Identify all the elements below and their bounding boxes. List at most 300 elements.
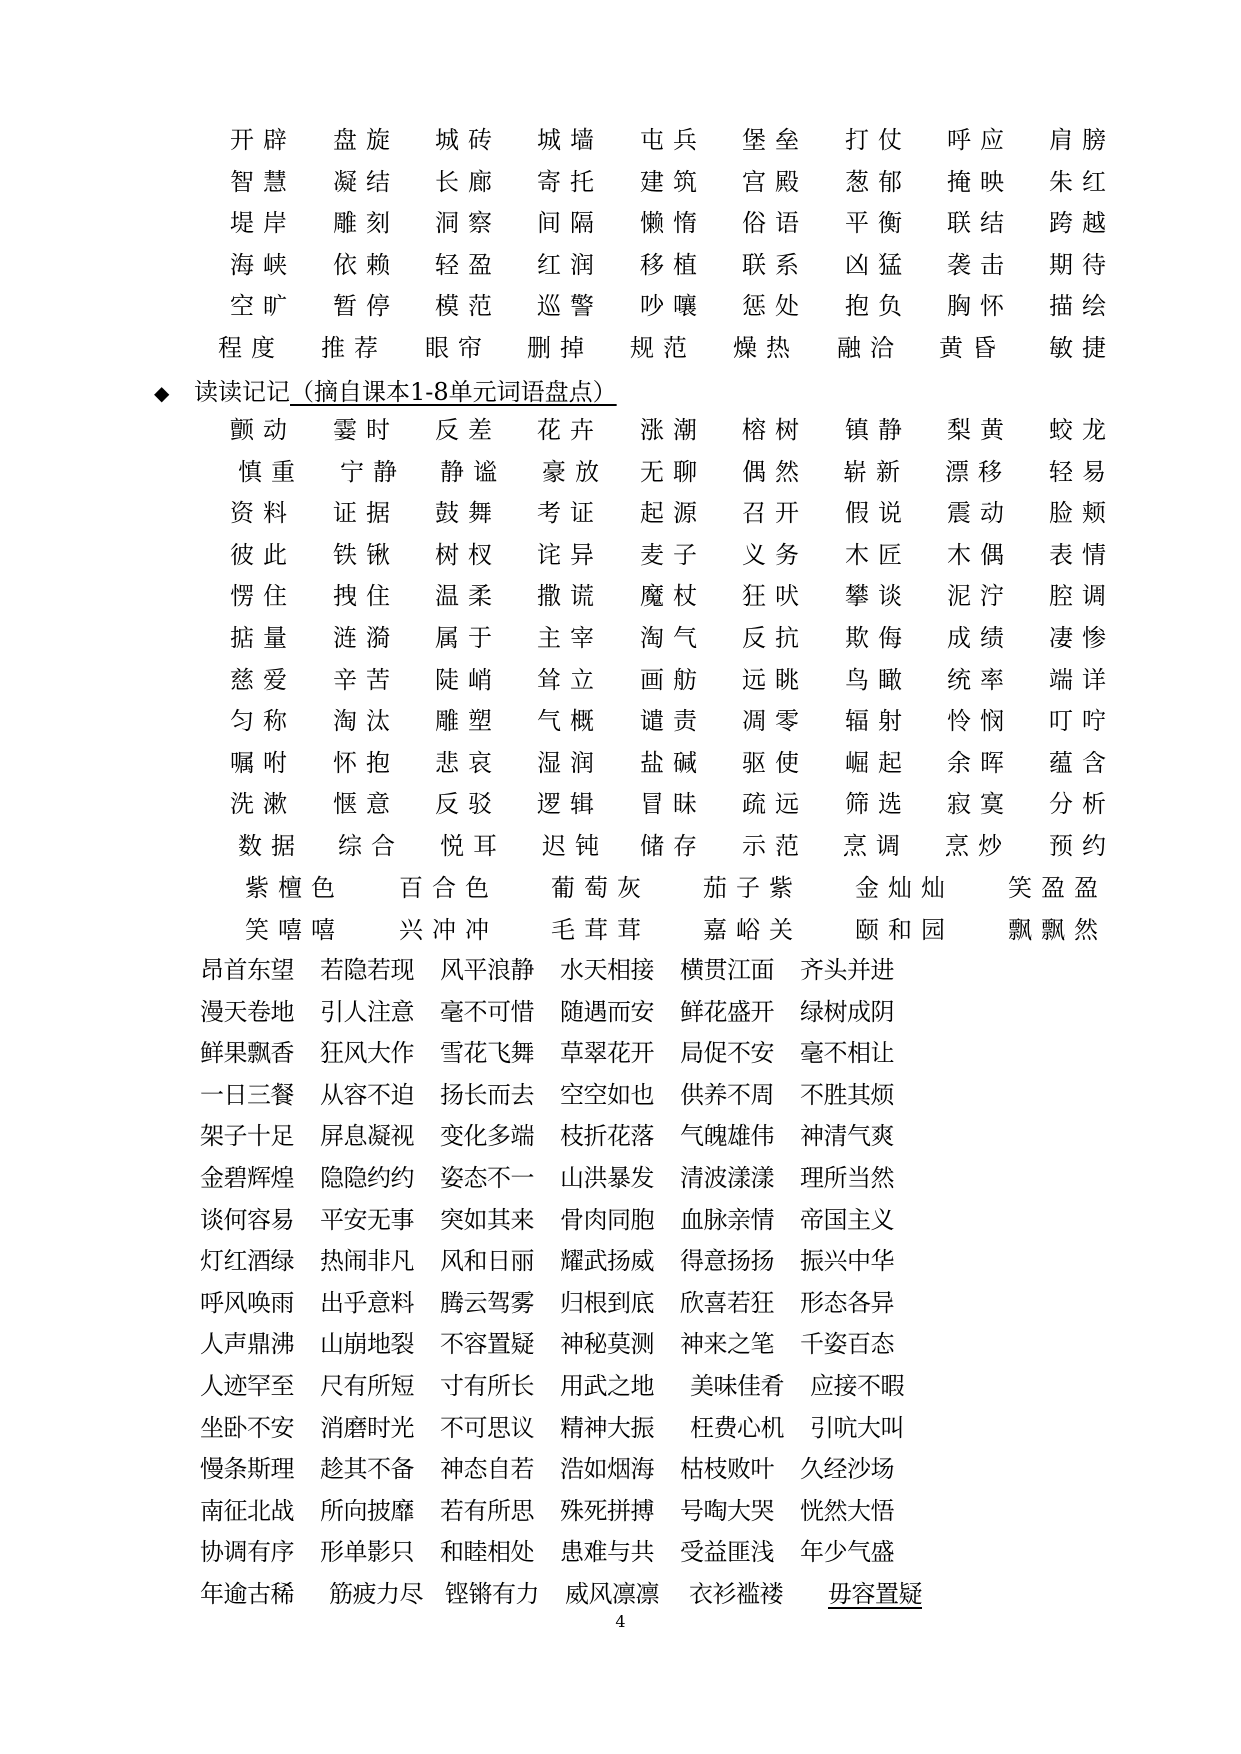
section-heading — [154, 375, 617, 409]
word: 示范 — [742, 831, 808, 860]
word: 主宰 — [537, 623, 603, 652]
idiom-row — [200, 1408, 1180, 1450]
word: 洗漱 — [230, 790, 296, 819]
idiom: 久经沙场 — [800, 1455, 894, 1484]
word: 慎重 — [238, 457, 304, 486]
word: 表情 — [1049, 540, 1115, 569]
word: 联系 — [742, 250, 808, 279]
word-row — [0, 245, 1241, 287]
top-word-grid — [0, 120, 1241, 370]
idiom: 清波漾漾 — [680, 1163, 774, 1192]
three-word-row — [0, 910, 1241, 952]
word: 谴责 — [640, 707, 706, 736]
word: 迟钝 — [542, 831, 608, 860]
word: 花卉 — [537, 416, 603, 444]
idiom-row — [200, 992, 1180, 1034]
word: 淘气 — [640, 623, 706, 652]
word-row — [0, 576, 1241, 618]
word: 茄子紫 — [703, 874, 802, 902]
idiom: 草翠花开 — [560, 1039, 654, 1068]
word: 腔调 — [1049, 582, 1115, 611]
word: 无聊 — [640, 457, 706, 486]
idiom: 神秘莫测 — [560, 1330, 654, 1359]
word: 筛选 — [845, 790, 911, 819]
idiom: 神来之笔 — [680, 1330, 774, 1359]
idiom: 狂风大作 — [320, 1039, 414, 1068]
word: 笑嘻嘻 — [245, 916, 344, 944]
word: 城砖 — [435, 126, 501, 154]
idiom: 南征北战 — [200, 1496, 294, 1525]
word: 红润 — [537, 250, 603, 279]
idiom: 恍然大悟 — [800, 1496, 894, 1525]
word: 欺侮 — [845, 623, 911, 652]
word: 气概 — [537, 707, 603, 736]
idiom-row — [200, 1283, 1180, 1325]
idiom: 供养不周 — [680, 1080, 774, 1109]
idiom: 血脉亲情 — [680, 1205, 774, 1234]
idiom: 枉费心机 — [690, 1413, 784, 1442]
idiom: 平安无事 — [320, 1205, 414, 1234]
idiom: 振兴中华 — [800, 1247, 894, 1276]
idiom: 不可思议 — [440, 1413, 534, 1442]
word: 蕴含 — [1049, 748, 1115, 777]
word: 飘飘然 — [1008, 916, 1107, 944]
idiom: 齐头并进 — [800, 956, 894, 984]
idiom: 腾云驾雾 — [440, 1288, 534, 1317]
idiom: 尺有所短 — [320, 1371, 414, 1400]
word: 海峡 — [230, 250, 296, 279]
word: 湿润 — [537, 748, 603, 777]
word: 建筑 — [640, 167, 706, 196]
word: 狂吠 — [742, 582, 808, 611]
word: 葱郁 — [845, 167, 911, 196]
word: 鼓舞 — [435, 499, 501, 528]
word: 巡警 — [537, 292, 603, 321]
idiom: 姿态不一 — [440, 1163, 534, 1192]
word: 规范 — [630, 333, 696, 362]
word: 懒惰 — [640, 209, 706, 238]
word-row — [0, 162, 1241, 204]
word: 崛起 — [845, 748, 911, 777]
word: 辛苦 — [333, 665, 399, 694]
idiom: 用武之地 — [560, 1371, 654, 1400]
word: 敏捷 — [1049, 333, 1115, 362]
word: 证据 — [333, 499, 399, 528]
word: 智慧 — [230, 167, 296, 196]
idiom: 风和日丽 — [440, 1247, 534, 1276]
idiom: 铿锵有力 — [445, 1579, 539, 1608]
word-row — [0, 826, 1241, 868]
word: 反抗 — [742, 623, 808, 652]
idiom: 所向披靡 — [320, 1496, 414, 1525]
idiom: 金碧辉煌 — [200, 1163, 294, 1192]
word: 燥热 — [733, 333, 799, 362]
word: 平衡 — [845, 209, 911, 238]
word-row — [0, 535, 1241, 577]
word: 漂移 — [945, 457, 1011, 486]
idiom: 屏息凝视 — [320, 1122, 414, 1151]
idiom: 灯红酒绿 — [200, 1247, 294, 1276]
idiom: 谈何容易 — [200, 1205, 294, 1234]
idiom: 寸有所长 — [440, 1371, 534, 1400]
diamond-bullet-icon: ◆ — [154, 381, 170, 405]
word: 胸怀 — [947, 292, 1013, 321]
word-row — [0, 493, 1241, 535]
word-row — [0, 203, 1241, 245]
idiom: 神态自若 — [440, 1455, 534, 1484]
idiom: 从容不迫 — [320, 1080, 414, 1109]
word: 诧异 — [537, 540, 603, 569]
idiom: 鲜花盛开 — [680, 997, 774, 1026]
idiom: 精神大振 — [560, 1413, 654, 1442]
idiom: 横贯江面 — [680, 956, 774, 984]
word: 悲哀 — [435, 748, 501, 777]
idiom: 绿树成阴 — [800, 997, 894, 1026]
word-row — [0, 784, 1241, 826]
word: 蛟龙 — [1049, 416, 1115, 444]
word: 树杈 — [435, 540, 501, 569]
word: 镇静 — [845, 416, 911, 444]
word: 综合 — [338, 831, 404, 860]
idiom-row — [200, 1366, 1180, 1408]
word: 召开 — [742, 499, 808, 528]
word: 描绘 — [1049, 292, 1115, 321]
idiom: 应接不暇 — [810, 1371, 904, 1400]
idiom: 协调有序 — [200, 1538, 294, 1567]
idiom-row — [200, 1574, 1180, 1616]
idiom: 热闹非凡 — [320, 1247, 414, 1276]
word: 木偶 — [947, 540, 1013, 569]
word-row — [0, 286, 1241, 328]
word: 嘱咐 — [230, 748, 296, 777]
word: 数据 — [238, 831, 304, 860]
idiom: 呼风唤雨 — [200, 1288, 294, 1317]
word: 寄托 — [537, 167, 603, 196]
word: 长廊 — [435, 167, 501, 196]
word: 金灿灿 — [855, 874, 954, 902]
word: 笑盈盈 — [1008, 874, 1107, 902]
word: 联结 — [947, 209, 1013, 238]
idiom: 号啕大哭 — [680, 1496, 774, 1525]
word: 脸颊 — [1049, 499, 1115, 528]
word: 攀谈 — [845, 582, 911, 611]
idiom: 坐卧不安 — [200, 1413, 294, 1442]
idiom: 突如其来 — [440, 1205, 534, 1234]
word: 程度 — [218, 333, 284, 362]
idiom-row — [200, 1033, 1180, 1075]
idiom: 雪花飞舞 — [440, 1039, 534, 1068]
word: 怜悯 — [947, 707, 1013, 736]
word: 宫殿 — [742, 167, 808, 196]
word: 逻辑 — [537, 790, 603, 819]
word: 颤动 — [230, 416, 296, 444]
word-row — [0, 701, 1241, 743]
word: 开辟 — [230, 126, 296, 154]
word: 眼帘 — [425, 333, 491, 362]
word: 朱红 — [1049, 167, 1115, 196]
idiom: 和睦相处 — [440, 1538, 534, 1567]
word: 铁锹 — [333, 540, 399, 569]
idiom-row — [200, 1075, 1180, 1117]
word: 惬意 — [333, 790, 399, 819]
idiom-row — [200, 1200, 1180, 1242]
idiom: 引吭大叫 — [810, 1413, 904, 1442]
word: 储存 — [640, 831, 706, 860]
word: 冒昧 — [640, 790, 706, 819]
word-row — [0, 120, 1241, 162]
word: 凝结 — [333, 167, 399, 196]
word: 抱负 — [845, 292, 911, 321]
word: 温柔 — [435, 582, 501, 611]
word: 陡峭 — [435, 665, 501, 694]
idiom: 空空如也 — [560, 1080, 654, 1109]
word: 洞察 — [435, 209, 501, 238]
word: 鸟瞰 — [845, 665, 911, 694]
word: 堤岸 — [230, 209, 296, 238]
word-row — [0, 743, 1241, 785]
word: 黄昏 — [939, 333, 1005, 362]
idiom-row — [200, 1532, 1180, 1574]
word: 泥泞 — [947, 582, 1013, 611]
idiom: 趁其不备 — [320, 1455, 414, 1484]
word: 融洽 — [837, 333, 903, 362]
idiom-row — [200, 1158, 1180, 1200]
word: 属于 — [435, 623, 501, 652]
word: 偶然 — [742, 457, 808, 486]
idiom: 随遇而安 — [560, 997, 654, 1026]
idiom: 理所当然 — [800, 1163, 894, 1192]
idiom: 毋容置疑 — [828, 1579, 922, 1608]
word: 葡萄灰 — [551, 874, 650, 902]
word: 嘉峪关 — [703, 916, 802, 944]
idiom: 一日三餐 — [200, 1080, 294, 1109]
word: 预约 — [1049, 831, 1115, 860]
idiom: 归根到底 — [560, 1288, 654, 1317]
word: 拽住 — [333, 582, 399, 611]
word-row — [0, 618, 1241, 660]
word: 木匠 — [845, 540, 911, 569]
word: 愣住 — [230, 582, 296, 611]
word: 期待 — [1049, 250, 1115, 279]
idiom: 局促不安 — [680, 1039, 774, 1068]
word: 盘旋 — [333, 126, 399, 154]
word: 寂寞 — [947, 790, 1013, 819]
idiom: 受益匪浅 — [680, 1538, 774, 1567]
idiom: 形单影只 — [320, 1538, 414, 1567]
word: 悦耳 — [440, 831, 506, 860]
word: 端详 — [1049, 665, 1115, 694]
word: 反驳 — [435, 790, 501, 819]
idiom: 出乎意料 — [320, 1288, 414, 1317]
idiom: 患难与共 — [560, 1538, 654, 1567]
word: 假说 — [845, 499, 911, 528]
idiom: 慢条斯理 — [200, 1455, 294, 1484]
idiom: 风平浪静 — [440, 956, 534, 984]
idiom: 年少气盛 — [800, 1538, 894, 1567]
word: 怀抱 — [333, 748, 399, 777]
word: 空旷 — [230, 292, 296, 321]
idiom: 漫天卷地 — [200, 997, 294, 1026]
word: 分析 — [1049, 790, 1115, 819]
idiom: 筋疲力尽 — [329, 1579, 423, 1608]
word-row — [0, 452, 1241, 494]
idiom: 不容置疑 — [440, 1330, 534, 1359]
page-number: 4 — [615, 1612, 626, 1631]
word: 雕刻 — [333, 209, 399, 238]
word: 跨越 — [1049, 209, 1115, 238]
word: 淘汰 — [333, 707, 399, 736]
word-row — [0, 660, 1241, 702]
idiom: 形态各异 — [800, 1288, 894, 1317]
idiom: 气魄雄伟 — [680, 1122, 774, 1151]
idiom-row — [200, 1324, 1180, 1366]
idiom: 消磨时光 — [320, 1413, 414, 1442]
word: 间隔 — [537, 209, 603, 238]
idiom: 得意扬扬 — [680, 1247, 774, 1276]
word: 删掉 — [527, 333, 593, 362]
word: 涨潮 — [640, 416, 706, 444]
word: 掩映 — [947, 167, 1013, 196]
idiom: 美味佳肴 — [690, 1371, 784, 1400]
word: 推荐 — [321, 333, 387, 362]
word: 凋零 — [742, 707, 808, 736]
idiom: 毫不可惜 — [440, 997, 534, 1026]
idiom: 千姿百态 — [800, 1330, 894, 1359]
word: 起源 — [640, 499, 706, 528]
idiom: 人声鼎沸 — [200, 1330, 294, 1359]
idiom: 变化多端 — [440, 1122, 534, 1151]
word: 吵嚷 — [640, 292, 706, 321]
word: 轻盈 — [435, 250, 501, 279]
word: 烹炒 — [945, 831, 1011, 860]
word: 兴冲冲 — [399, 916, 498, 944]
word: 豪放 — [542, 457, 608, 486]
idiom-row — [200, 1449, 1180, 1491]
idiom: 山崩地裂 — [320, 1330, 414, 1359]
word: 匀称 — [230, 707, 296, 736]
idiom: 昂首东望 — [200, 956, 294, 984]
word: 惩处 — [742, 292, 808, 321]
word: 叮咛 — [1049, 707, 1115, 736]
word: 凶猛 — [845, 250, 911, 279]
word: 袭击 — [947, 250, 1013, 279]
word: 麦子 — [640, 540, 706, 569]
word: 暂停 — [333, 292, 399, 321]
three-word-row — [0, 868, 1241, 910]
word: 移植 — [640, 250, 706, 279]
word: 紫檀色 — [245, 874, 344, 902]
word: 画舫 — [640, 665, 706, 694]
idiom: 耀武扬威 — [560, 1247, 654, 1276]
idiom: 若有所思 — [440, 1496, 534, 1525]
idiom: 水天相接 — [560, 956, 654, 984]
word: 统率 — [947, 665, 1013, 694]
word: 模范 — [435, 292, 501, 321]
word-row — [0, 410, 1241, 452]
idiom: 威风凛凛 — [565, 1579, 659, 1608]
word: 俗语 — [742, 209, 808, 238]
idiom: 鲜果飘香 — [200, 1039, 294, 1068]
idiom-grid — [200, 950, 1180, 1616]
word: 静谧 — [440, 457, 506, 486]
idiom-row — [200, 1116, 1180, 1158]
word: 魔杖 — [640, 582, 706, 611]
word-grid — [0, 410, 1241, 868]
word: 远眺 — [742, 665, 808, 694]
word: 成绩 — [947, 623, 1013, 652]
word: 余晖 — [947, 748, 1013, 777]
idiom: 扬长而去 — [440, 1080, 534, 1109]
idiom: 衣衫褴褛 — [689, 1579, 783, 1608]
word: 考证 — [537, 499, 603, 528]
heading-subtitle: （摘自课本1-8单元词语盘点） — [290, 378, 617, 406]
idiom: 浩如烟海 — [560, 1455, 654, 1484]
word: 掂量 — [230, 623, 296, 652]
word: 凄惨 — [1049, 623, 1115, 652]
idiom: 架子十足 — [200, 1122, 294, 1151]
idiom-row — [200, 950, 1180, 992]
word: 彼此 — [230, 540, 296, 569]
word: 崭新 — [843, 457, 909, 486]
idiom: 枯枝败叶 — [680, 1455, 774, 1484]
word: 慈爱 — [230, 665, 296, 694]
word: 颐和园 — [855, 916, 954, 944]
word: 呼应 — [947, 126, 1013, 154]
idiom: 不胜其烦 — [800, 1080, 894, 1109]
idiom: 人迹罕至 — [200, 1371, 294, 1400]
word: 肩膀 — [1049, 126, 1115, 154]
word: 疏远 — [742, 790, 808, 819]
word: 驱使 — [742, 748, 808, 777]
idiom: 欣喜若狂 — [680, 1288, 774, 1317]
word: 涟漪 — [333, 623, 399, 652]
word: 盐碱 — [640, 748, 706, 777]
word: 梨黄 — [947, 416, 1013, 444]
idiom: 帝国主义 — [800, 1205, 894, 1234]
word: 打仗 — [845, 126, 911, 154]
word: 辐射 — [845, 707, 911, 736]
word: 城墙 — [537, 126, 603, 154]
word: 耸立 — [537, 665, 603, 694]
idiom: 毫不相让 — [800, 1039, 894, 1068]
idiom-row — [200, 1491, 1180, 1533]
word: 雕塑 — [435, 707, 501, 736]
idiom: 神清气爽 — [800, 1122, 894, 1151]
idiom: 殊死拼搏 — [560, 1496, 654, 1525]
word: 依赖 — [333, 250, 399, 279]
idiom: 若隐若现 — [320, 956, 414, 984]
word: 宁静 — [340, 457, 406, 486]
word: 震动 — [947, 499, 1013, 528]
word: 资料 — [230, 499, 296, 528]
word: 堡垒 — [742, 126, 808, 154]
word: 轻易 — [1049, 457, 1115, 486]
idiom: 骨肉同胞 — [560, 1205, 654, 1234]
heading-text: 读读记记 — [194, 378, 290, 406]
word: 反差 — [435, 416, 501, 444]
word: 百合色 — [399, 874, 498, 902]
word: 屯兵 — [640, 126, 706, 154]
idiom: 隐隐约约 — [320, 1163, 414, 1192]
word: 榕树 — [742, 416, 808, 444]
idiom: 引人注意 — [320, 997, 414, 1026]
idiom: 山洪暴发 — [560, 1163, 654, 1192]
idiom: 枝折花落 — [560, 1122, 654, 1151]
word: 毛茸茸 — [551, 916, 650, 944]
idiom-row — [200, 1241, 1180, 1283]
idiom: 年逾古稀 — [200, 1579, 294, 1608]
word: 烹调 — [843, 831, 909, 860]
